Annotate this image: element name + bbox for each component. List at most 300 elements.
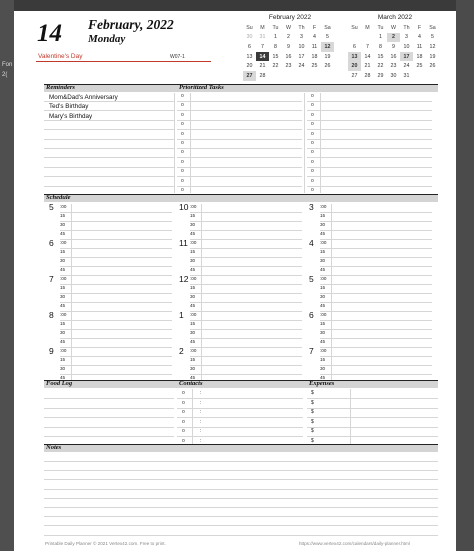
day-number: 14 [37,20,62,47]
schedule-minute: 45 [60,339,66,344]
schedule-divider [201,204,202,380]
food-line [44,398,174,399]
calendar-day: 18 [416,53,423,60]
schedule-line [320,284,432,285]
calendar-day: 14 [364,53,371,60]
calendar-day: 20 [348,61,361,71]
schedule-minute: 15 [60,321,66,326]
calendar-day: 14 [256,52,269,62]
schedule-minute: 45 [320,231,326,236]
row-line [44,120,174,121]
row-line [44,139,174,140]
task-divider [190,93,191,193]
task-line [307,157,432,158]
calendar-weekday-row [243,23,334,33]
task-checkbox[interactable]: o [311,187,314,193]
calendar-day: 13 [246,53,253,60]
schedule-line [190,338,302,339]
task-checkbox[interactable]: o [311,93,314,99]
schedule-minute: :00 [320,312,327,317]
calendar-day: 23 [390,63,397,70]
row-line [44,129,174,130]
schedule-minute: 45 [320,267,326,272]
task-checkbox[interactable]: o [181,168,184,175]
calendar-day: 2 [387,33,400,43]
schedule-minute: 15 [190,249,196,254]
notes-line [44,470,438,471]
schedule-line [320,302,432,303]
schedule-minute: :00 [60,348,67,353]
footer-right[interactable]: https://www.vertex42.com/calendars/daily-planner.html [299,541,410,546]
calendar-week-row [348,33,439,43]
food-line [44,436,174,437]
calendar-weekday-label: Th [403,24,410,31]
calendar-day: 17 [400,52,413,62]
schedule-minute: 15 [60,249,66,254]
schedule-minute: 30 [320,258,326,263]
task-checkbox[interactable]: o [311,130,314,137]
schedule-minute: 45 [60,267,66,272]
calendar-day: 30 [246,34,253,41]
calendar-day: 23 [285,63,292,70]
row-line [44,101,174,102]
schedule-hour: 1 [179,310,184,320]
task-checkbox[interactable]: o [311,102,314,109]
schedule-hour: 4 [309,238,314,248]
notes-line [44,479,438,480]
schedule-minute: 15 [60,285,66,290]
schedule-line [60,311,172,312]
schedule-line [320,230,432,231]
schedule-minute: :00 [190,348,197,353]
schedule-minute: 15 [190,357,196,362]
task-checkbox[interactable]: o [311,158,314,165]
task-line [307,101,432,102]
schedule-minute: 30 [190,294,196,299]
schedule-minute: 45 [190,375,196,380]
schedule-minute: 30 [190,258,196,263]
schedule-minute: 45 [190,267,196,272]
schedule-minute: 30 [60,258,66,263]
task-line [177,157,302,158]
schedule-line [190,356,302,357]
task-line [177,110,302,111]
schedule-line [190,284,302,285]
schedule-line [60,257,172,258]
task-checkbox[interactable]: o [181,130,184,137]
calendar-day: 30 [390,72,397,79]
calendar-weekday-label: Su [246,24,253,31]
calendar-day: 31 [259,34,266,41]
task-checkbox[interactable]: o [311,140,314,146]
task-checkbox[interactable]: o [181,187,184,193]
task-line [307,139,432,140]
calendar-day [348,33,361,43]
schedule-minute: 30 [190,222,196,227]
row-line [44,148,174,149]
schedule-minute: 15 [60,213,66,218]
calendar-day: 21 [364,63,371,70]
log-divider [192,389,193,445]
schedule-line [60,212,172,213]
calendar-weekday-label: M [365,24,370,31]
task-checkbox[interactable]: o [181,140,184,146]
schedule-minute: 45 [190,339,196,344]
calendar-day: 2 [287,34,290,41]
calendar-day: 1 [379,34,382,41]
task-line [307,120,432,121]
schedule-minute: :00 [190,240,197,245]
schedule-hour: 12 [179,274,189,284]
calendar-weekday-label: M [260,24,265,31]
calendar-day: 11 [416,43,423,50]
task-checkbox[interactable]: o [181,93,184,99]
schedule-line [60,365,172,366]
calendar-day: 8 [274,43,277,50]
schedule-hour: 5 [309,274,314,284]
schedule-line [190,257,302,258]
schedule-minute: 30 [190,330,196,335]
contact-bullet: o [182,390,185,396]
schedule-hour: 10 [179,202,189,212]
task-checkbox[interactable]: o [311,121,314,128]
schedule-line [190,329,302,330]
calendar-day: 3 [300,34,303,41]
calendar-day: 6 [248,43,251,50]
schedule-hour: 11 [179,238,188,248]
task-line [307,129,432,130]
schedule-hour: 5 [49,202,54,212]
schedule-line [190,320,302,321]
task-line [307,148,432,149]
calendar-day: 26 [324,63,331,70]
schedule-hour: 7 [309,346,314,356]
calendar-week-row [348,61,439,71]
schedule-line [190,311,302,312]
expense-line [307,436,438,437]
food-line [44,427,174,428]
calendar-day [321,71,334,81]
task-checkbox[interactable]: o [181,177,184,184]
task-checkbox[interactable]: o [181,102,184,109]
schedule-minute: 15 [320,321,326,326]
calendar-day: 12 [429,43,436,50]
calendar-day: 27 [351,72,358,79]
schedule-line [190,248,302,249]
schedule-minute: 30 [60,330,66,335]
schedule-line [190,239,302,240]
task-line [177,129,302,130]
schedule-line [320,329,432,330]
reminder-item: Mom&Dad's Anniversary [49,94,118,101]
calendar-day: 15 [377,53,384,60]
schedule-header-bar [44,194,438,202]
schedule-divider [71,204,72,380]
task-checkbox[interactable]: o [311,177,314,184]
header-divider [36,61,211,62]
calendar-day: 19 [324,53,331,60]
task-checkbox[interactable]: o [311,149,314,156]
schedule-minute: 30 [320,330,326,335]
schedule-minute: 45 [60,375,66,380]
schedule-line [60,266,172,267]
schedule-hour: 8 [49,310,54,320]
schedule-line [60,248,172,249]
calendar-week-row [243,33,334,43]
calendar-day: 3 [405,34,408,41]
planner-page [14,11,456,551]
calendar-day: 7 [366,43,369,50]
calendar-day [413,71,426,81]
notes-line [44,516,438,517]
task-checkbox[interactable]: o [181,158,184,165]
month-year: February, 2022 [88,17,174,32]
schedule-minute: 30 [320,366,326,371]
calendar-day [295,71,308,81]
calendar-day: 9 [392,43,395,50]
expense-symbol: $ [311,428,314,434]
schedule-line [190,266,302,267]
schedule-line [320,356,432,357]
left-strip-label: 2( [2,72,8,78]
calendar-day: 25 [416,63,423,70]
task-line [307,176,432,177]
schedule-line [190,230,302,231]
calendar-day: 22 [377,63,384,70]
calendar-day: 5 [326,34,329,41]
schedule-line [190,365,302,366]
reminder-item: Mary's Birthday [49,112,93,120]
task-divider [320,93,321,193]
calendar-day [269,71,282,81]
calendar-day: 27 [243,71,256,81]
calendar-day: 7 [261,43,264,50]
schedule-line [60,302,172,303]
calendar-day: 17 [298,53,305,60]
schedule-line [320,293,432,294]
calendar-day: 24 [403,63,410,70]
schedule-minute: :00 [320,204,327,209]
contact-sep: : [200,390,202,396]
calendar-week-row [243,42,334,52]
schedule-line [190,347,302,348]
schedule-minute: :00 [60,204,67,209]
left-strip-label: Fon [2,62,13,68]
contact-sep: : [200,437,202,444]
calendar-day: 11 [311,43,318,50]
schedule-line [60,221,172,222]
calendar-weekday-label: F [417,24,422,31]
calendar-weekday-label: Tu [272,24,279,31]
calendar-day: 10 [403,43,410,50]
task-checkbox[interactable]: o [181,121,184,128]
expense-symbol: $ [311,418,314,425]
expense-line [307,408,438,409]
contact-line [177,427,303,428]
contact-sep: : [200,418,202,425]
schedule-line [320,320,432,321]
calendar-day: 1 [274,34,277,41]
contacts-heading: Contacts [179,380,203,387]
calendar-day [361,33,374,43]
schedule-minute: 45 [320,303,326,308]
schedule-minute: 15 [320,213,326,218]
calendar-day: 25 [311,63,318,70]
calendar-day: 20 [246,63,253,70]
section-divider [304,93,305,193]
mini-calendar-title: February 2022 [268,14,312,21]
expense-symbol: $ [311,399,314,406]
left-strip-text [2,60,12,80]
notes-line [44,489,438,490]
schedule-minute: 15 [320,357,326,362]
food-line [44,417,174,418]
schedule-hour: 6 [309,310,314,320]
contact-line [177,417,303,418]
schedule-line [60,275,172,276]
calendar-day: 22 [272,63,279,70]
schedule-hour: 6 [49,238,54,248]
schedule-line [320,221,432,222]
reminder-item: Ted's Birthday [49,103,89,111]
schedule-minute: :00 [190,204,197,209]
calendar-week-row [348,52,439,62]
calendar-weekday-label: Su [351,24,358,31]
schedule-minute: 30 [60,222,66,227]
calendar-weekday-label: Sa [429,24,436,31]
schedule-line [320,365,432,366]
schedule-line [320,212,432,213]
week-number: W07-1 [170,54,185,60]
task-line [177,186,302,187]
schedule-line [60,293,172,294]
schedule-minute: 45 [190,231,196,236]
schedule-minute: 30 [320,294,326,299]
schedule-heading: Schedule [46,194,71,201]
calendar-weekday-label: F [312,24,317,31]
contact-sep: : [200,399,202,406]
window-top-bar [0,0,474,11]
schedule-line [60,374,172,375]
task-checkbox[interactable]: o [311,111,314,118]
schedule-line [60,338,172,339]
task-checkbox[interactable]: o [181,111,184,118]
row-line [44,186,174,187]
tasks-heading: Prioritized Tasks [179,84,224,91]
mini-calendar-february [243,23,334,81]
log-divider [350,389,351,445]
contact-bullet: o [182,437,185,444]
calendar-week-row [348,42,439,52]
notes-line [44,461,438,462]
task-line [307,186,432,187]
schedule-minute: 45 [190,303,196,308]
calendar-day: 4 [418,34,421,41]
calendar-day: 5 [431,34,434,41]
schedule-minute: :00 [320,276,327,281]
expense-line [307,427,438,428]
calendar-week-row [243,71,334,81]
task-line [177,148,302,149]
schedule-line [320,275,432,276]
schedule-minute: :00 [320,348,327,353]
calendar-day: 21 [259,63,266,70]
left-editor-strip [0,0,14,551]
schedule-divider [331,204,332,380]
calendar-day: 29 [377,72,384,79]
contact-bullet: o [182,428,185,434]
schedule-hour: 7 [49,274,54,284]
schedule-minute: :00 [60,240,67,245]
task-line [177,176,302,177]
calendar-day: 8 [379,43,382,50]
calendar-day: 12 [321,42,334,52]
calendar-day [282,71,295,81]
schedule-line [60,230,172,231]
calendar-day: 15 [272,53,279,60]
schedule-line [60,356,172,357]
calendar-day: 16 [285,53,292,60]
calendar-day: 18 [311,53,318,60]
task-line [307,167,432,168]
notes-line [44,525,438,526]
calendar-day: 24 [298,63,305,70]
task-checkbox[interactable]: o [181,149,184,156]
schedule-minute: 30 [320,222,326,227]
schedule-hour: 9 [49,346,54,356]
calendar-day: 4 [313,34,316,41]
schedule-minute: 15 [190,321,196,326]
notes-line [44,535,438,536]
schedule-line [60,320,172,321]
calendar-weekday-label: Tu [377,24,384,31]
calendar-weekday-label: W [391,24,396,31]
schedule-line [60,239,172,240]
task-line [307,110,432,111]
schedule-hour: 3 [309,202,314,212]
calendar-day: 16 [390,53,397,60]
expense-symbol: $ [311,409,314,415]
calendar-day: 6 [353,43,356,50]
schedule-line [320,248,432,249]
calendar-day: 28 [259,72,266,79]
schedule-minute: :00 [320,240,327,245]
schedule-minute: 30 [60,294,66,299]
expense-symbol: $ [311,390,314,396]
row-line [44,176,174,177]
schedule-line [190,302,302,303]
contact-sep: : [200,428,202,434]
schedule-minute: 15 [320,285,326,290]
task-checkbox[interactable]: o [311,168,314,175]
calendar-weekday-row [348,23,439,33]
reminders-header-bar [44,84,438,92]
weekday: Monday [88,33,126,45]
row-line [44,157,174,158]
schedule-line [320,338,432,339]
footer-left: Printable Daily Planner © 2021 Vertex42.com. Free to print. [45,541,166,546]
schedule-line [320,257,432,258]
food-log-heading: Food Log [46,380,73,387]
schedule-line [60,329,172,330]
schedule-line [60,347,172,348]
schedule-line [190,221,302,222]
schedule-minute: 15 [320,249,326,254]
right-scroll-strip[interactable] [456,0,474,551]
calendar-day: 10 [298,43,305,50]
reminders-heading: Reminders [46,84,75,91]
schedule-line [320,374,432,375]
